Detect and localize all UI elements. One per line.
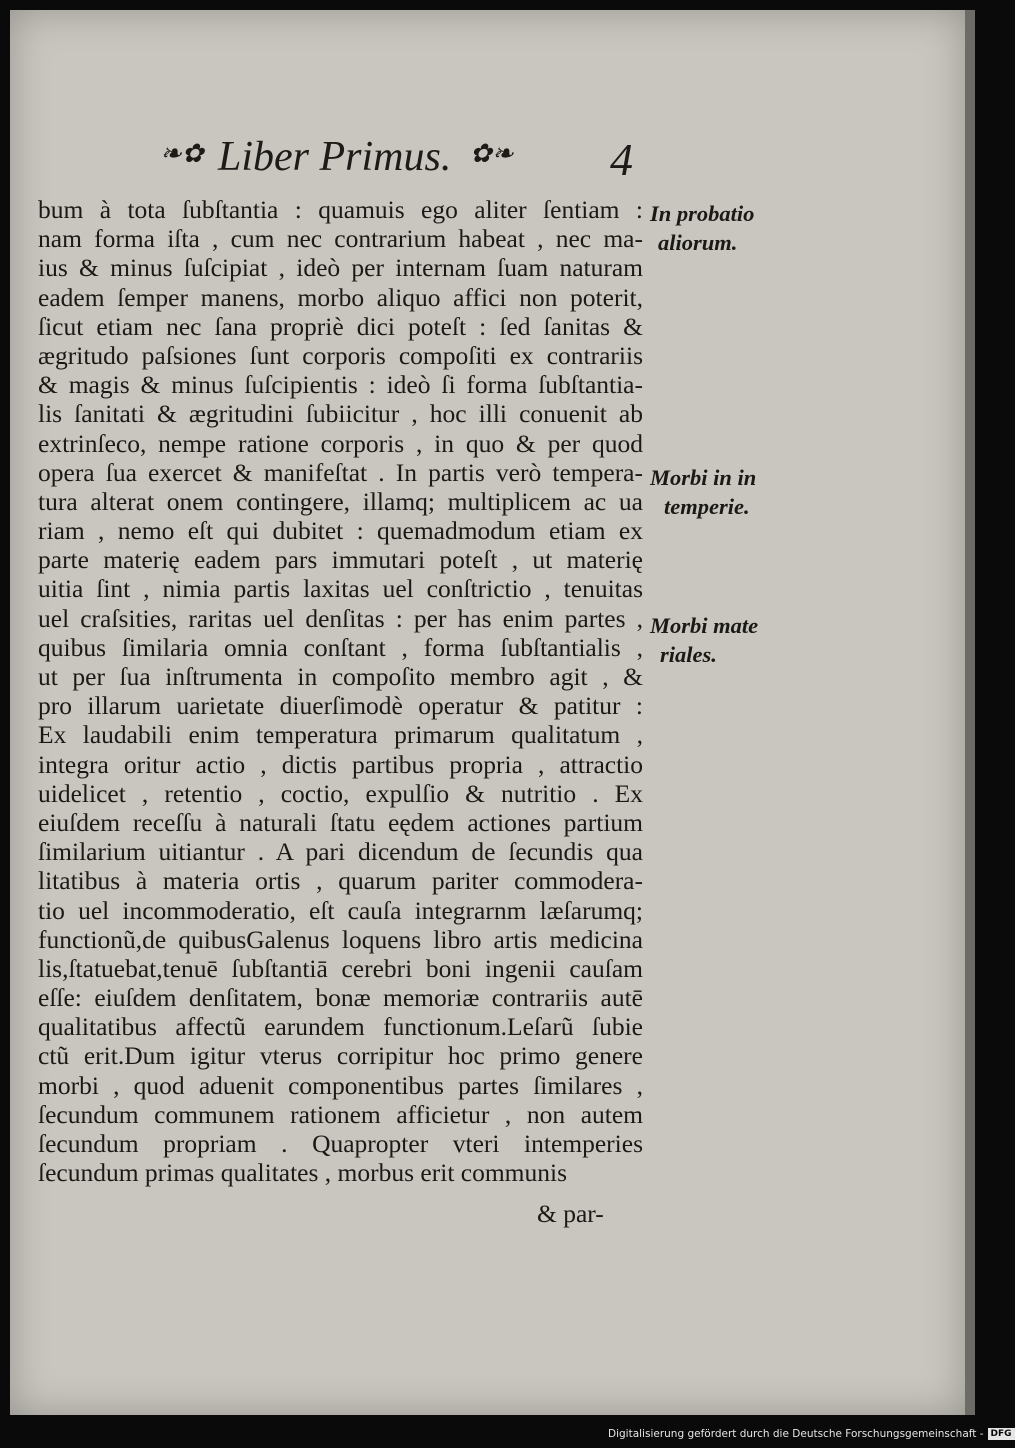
text-line: ius & minus ſuſcipiat , ideò per internam ſuam naturam xyxy=(38,253,643,283)
margin-note-line: aliorum. xyxy=(658,230,738,256)
text-line: riam , nemo eſt qui dubitet : quemadmodum etiam ex xyxy=(38,516,643,546)
text-line: morbi , quod aduenit componentibus partes ſimilares , xyxy=(38,1070,643,1100)
text-line: eſſe: eiuſdem denſitatem, bonæ memoriæ contrariis autē xyxy=(38,983,643,1013)
text-line: ſicut etiam nec ſana propriè dici poteſt : ſed ſanitas & xyxy=(38,311,643,341)
text-line: qualitatibus affectũ earundem functionum.Leſarũ ſubie xyxy=(38,1012,643,1042)
page-header xyxy=(150,133,650,187)
catchword: & par- xyxy=(537,1199,604,1228)
page-number: 4 xyxy=(610,134,633,185)
text-line: parte materię eadem pars immutari poteſt , ut materię xyxy=(38,545,643,575)
text-line: quibus ſimilaria omnia conſtant , forma ſubſtantialis , xyxy=(38,632,643,662)
text-line: uel craſsities, raritas uel denſitas : per has enim partes , xyxy=(38,603,643,633)
margin-note-line: riales. xyxy=(660,642,717,668)
text-line: ſecundum primas qualitates , morbus erit communis xyxy=(38,1158,568,1188)
margin-note-line: In probatio xyxy=(650,201,755,226)
text-line: ctũ erit.Dum igitur vterus corripitur hoc primo genere xyxy=(38,1041,643,1071)
text-line: uidelicet , retentio , coctio, expulſio & nutritio . Ex xyxy=(38,778,643,808)
margin-note-line: Morbi mate xyxy=(650,613,759,638)
running-title: Liber Primus. xyxy=(218,134,452,180)
text-line: lis ſanitati & ægritudini ſubiicitur , hoc illi conuenit ab xyxy=(38,399,643,429)
text-line: ſecundum communem rationem afficietur , non autem xyxy=(38,1099,643,1129)
margin-note-line: Morbi in in xyxy=(650,465,757,490)
text-line: ægritudo paſsiones ſunt corporis compoſiti ex contrariis xyxy=(38,340,643,370)
margin-note-probatio xyxy=(650,199,754,257)
text-line: eadem ſemper manens, morbo aliquo affici non poterit, xyxy=(38,282,643,312)
text-line: extrinſeco, nempe ratione corporis , in quo & per quod xyxy=(38,428,643,458)
margin-note-materiales xyxy=(650,611,758,669)
dfg-logo: DFG xyxy=(988,1428,1015,1440)
text-line: pro illarum uarietate diuerſimodè operatur & patitur : xyxy=(38,691,643,721)
text-line: integra oritur actio , dictis partibus propria , attractio xyxy=(38,749,643,779)
text-line: litatibus à materia ortis , quarum pariter commodera- xyxy=(38,866,643,896)
margin-note-line: temperie. xyxy=(664,494,750,520)
text-line: ut per ſua inſtrumenta in compoſito membro agit , & xyxy=(38,662,643,691)
text-line: bum à tota ſubſtantia : quamuis ego aliter ſentiam : xyxy=(38,195,643,224)
text-line: Ex laudabili enim temperatura primarum qualitatum , xyxy=(38,720,643,750)
digitization-footer xyxy=(608,1426,1015,1442)
text-line: nam forma iſta , cum nec contrarium habeat , nec ma- xyxy=(38,224,643,254)
text-line: tio uel incommoderatio, eſt cauſa integrarnm læſarumq; xyxy=(38,895,643,925)
text-line: tura alterat onem contingere, illamq; multiplicem ac ua xyxy=(38,486,643,516)
page-edge xyxy=(965,10,975,1415)
text-line: functionũ,de quibusGalenus loquens libro artis medicina xyxy=(38,924,643,954)
ornament-right: ✿❧ xyxy=(470,139,514,168)
text-line: opera ſua exercet & manifeſtat . In partis verò tempera- xyxy=(38,457,643,487)
text-line: eiuſdem receſſu à naturali ſtatu eędem actiones partium xyxy=(38,807,643,837)
body-text xyxy=(38,195,643,1187)
margin-note-intemperie xyxy=(650,463,756,521)
text-line: ſimilarium uitiantur . A pari dicendum de ſecundis qua xyxy=(38,837,643,867)
text-line: & magis & minus ſuſcipientis : ideò ſi forma ſubſtantia- xyxy=(38,370,643,400)
text-line: uitia ſint , nimia partis laxitas uel conſtrictio , tenuitas xyxy=(38,574,643,604)
funding-credit: Digitalisierung gefördert durch die Deutsche Forschungsgemeinschaft - xyxy=(608,1428,984,1440)
text-line: lis,ſtatuebat,tenuē ſubſtantiā cerebri boni ingenii cauſam xyxy=(38,953,643,983)
text-line: ſecundum propriam . Quapropter vteri intemperies xyxy=(38,1129,643,1158)
ornament-left: ❧✿ xyxy=(160,139,204,168)
